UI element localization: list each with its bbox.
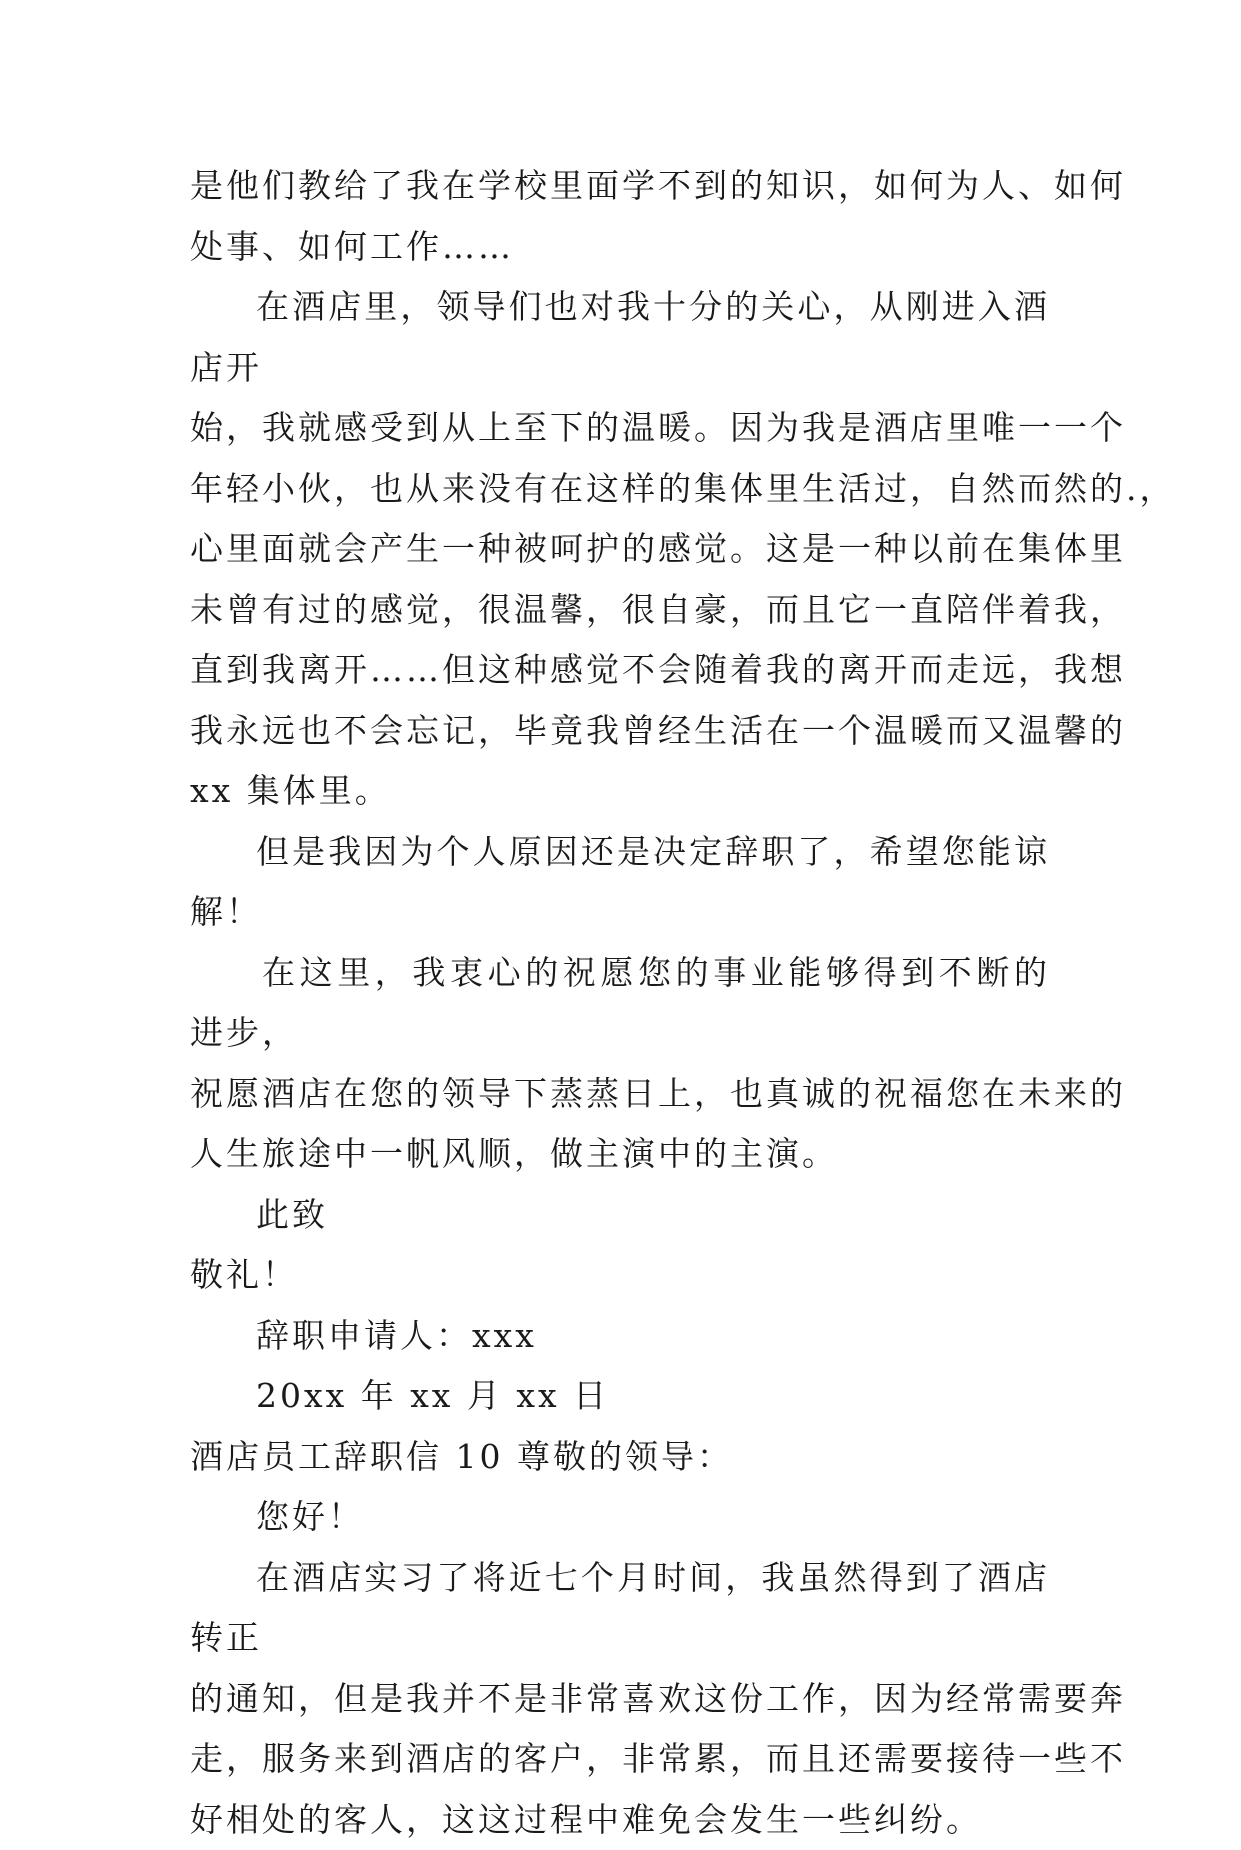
- letter-heading-and-greeting: [190, 1427, 1050, 1488]
- text-line: 在这里，我衷心的祝愿您的事业能够得到不断的进步，: [190, 953, 1050, 1053]
- text-line: 辞职申请人：xxx: [256, 1316, 537, 1355]
- text-line: 在酒店实习了将近七个月时间，我虽然得到了酒店转正: [190, 1558, 1050, 1658]
- text-line: 我永远也不会忘记，毕竟我曾经生活在一个温暖而又温馨的: [190, 701, 1050, 762]
- text-line: 在酒店里，领导们也对我十分的关心，从刚进入酒店开: [190, 287, 1050, 387]
- text-line: 心里面就会产生一种被呵护的感觉。这是一种以前在集体里: [190, 519, 1050, 580]
- letter-body: [190, 156, 1050, 1850]
- text-line: 未曾有过的感觉，很温馨，很自豪，而且它一直陪伴着我，: [190, 580, 1050, 641]
- text-line: 您好！: [256, 1497, 364, 1536]
- text-line: 好相处的客人，这这过程中难免会发生一些纠纷。: [190, 1790, 1050, 1850]
- paragraph-internship: [190, 1548, 1050, 1850]
- text-line: xx 集体里。: [190, 761, 1050, 822]
- text-line: 年轻小伙，也从来没有在这样的集体里生活过，自然而然的.，: [190, 459, 1050, 520]
- paragraph-best-wishes: [190, 943, 1050, 1185]
- text-line: 但是我因为个人原因还是决定辞职了，希望您能谅解！: [190, 832, 1050, 932]
- text-line: 始，我就感受到从上至下的温暖。因为我是酒店里唯一一个: [190, 398, 1050, 459]
- text-line: 的通知，但是我并不是非常喜欢这份工作，因为经常需要奔: [190, 1669, 1050, 1730]
- paragraph-previous-continuation: [190, 156, 1050, 277]
- text-line: 祝愿酒店在您的领导下蒸蒸日上，也真诚的祝福您在未来的: [190, 1064, 1050, 1125]
- text-line: 是他们教给了我在学校里面学不到的知识，如何为人、如何: [190, 156, 1050, 217]
- greeting-hello: [190, 1487, 1050, 1548]
- signature-date: [190, 1366, 1050, 1427]
- text-line: 此致: [256, 1195, 328, 1234]
- closing-regards: [190, 1245, 1050, 1306]
- text-line: 敬礼！: [190, 1255, 298, 1294]
- text-line: 处事、如何工作……: [190, 217, 1050, 278]
- text-line: 20xx 年 xx 月 xx 日: [256, 1376, 609, 1415]
- text-line: 人生旅途中一帆风顺，做主演中的主演。: [190, 1124, 1050, 1185]
- text-line: 直到我离开……但这种感觉不会随着我的离开而走远，我想: [190, 640, 1050, 701]
- closing-salutation: [190, 1185, 1050, 1246]
- paragraph-leaders-care: [190, 277, 1050, 822]
- signature-applicant: [190, 1306, 1050, 1367]
- text-line: 走，服务来到酒店的客户，非常累，而且还需要接待一些不: [190, 1729, 1050, 1790]
- text-line: 酒店员工辞职信 10 尊敬的领导：: [190, 1437, 733, 1476]
- paragraph-resignation-reason: [190, 822, 1050, 943]
